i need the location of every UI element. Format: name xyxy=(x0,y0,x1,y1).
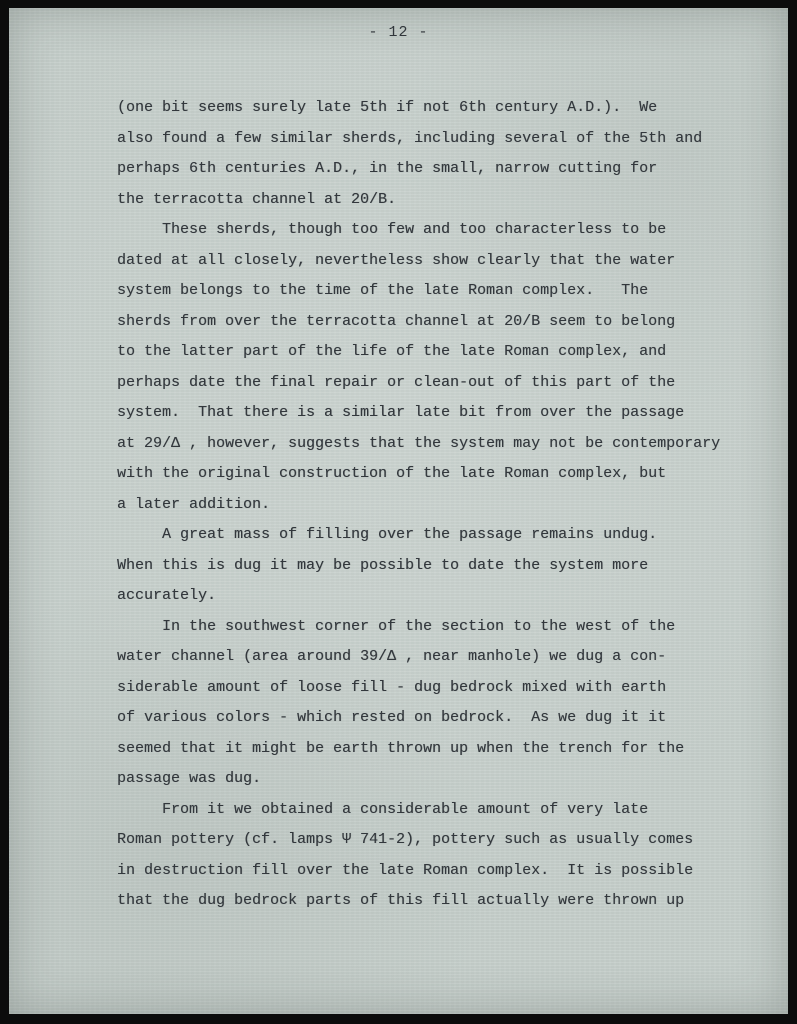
text-line: From it we obtained a considerable amount of very late xyxy=(117,800,649,818)
text-line: When this is dug it may be possible to date the system more xyxy=(117,556,649,574)
page-body xyxy=(117,93,774,917)
text-line: also found a few similar sherds, including several of the 5th and xyxy=(117,129,703,147)
text-line: at 29/Δ , however, suggests that the system may not be contemporary xyxy=(117,434,721,452)
text-line: the terracotta channel at 20/B. xyxy=(117,190,397,208)
text-line: with the original construction of the late Roman complex, but xyxy=(117,465,667,482)
page-number: - 12 - xyxy=(368,24,429,41)
text-line: siderable amount of loose fill - dug bedrock mixed with earth xyxy=(117,678,667,696)
text-line: in destruction fill over the late Roman complex. It is possible xyxy=(117,861,694,879)
text-line: dated at all closely, nevertheless show clearly that the water xyxy=(117,251,676,269)
text-line: seemed that it might be earth thrown up when the trench for the xyxy=(117,739,685,757)
text-line: A great mass of filling over the passage remains undug. xyxy=(117,526,658,543)
text-line: These sherds, though too few and too characterless to be xyxy=(117,221,667,238)
text-line: to the latter part of the life of the late Roman complex, and xyxy=(117,343,667,360)
text-line: sherds from over the terracotta channel at 20/B seem to belong xyxy=(117,312,676,330)
text-line: a later addition. xyxy=(117,495,271,513)
text-line: water channel (area around 39/Δ , near manhole) we dug a con- xyxy=(117,648,667,665)
text-line: In the southwest corner of the section to the west of the xyxy=(117,617,676,635)
text-line: system. That there is a similar late bit from over the passage xyxy=(117,404,685,421)
text-line: perhaps 6th centuries A.D., in the small, narrow cutting for xyxy=(117,160,658,177)
text-line: Roman pottery (cf. lamps Ψ 741-2), pottery such as usually comes xyxy=(117,831,694,848)
text-line: accurately. xyxy=(117,587,217,604)
text-line: system belongs to the time of the late Roman complex. The xyxy=(117,282,649,299)
document-page xyxy=(9,8,788,1014)
text-line: passage was dug. xyxy=(117,770,262,787)
text-line: of various colors - which rested on bedrock. As we dug it it xyxy=(117,709,667,726)
text-line: perhaps date the final repair or clean-out of this part of the xyxy=(117,373,676,391)
text-line: that the dug bedrock parts of this fill actually were thrown up xyxy=(117,892,685,909)
text-line: (one bit seems surely late 5th if not 6th century A.D.). We xyxy=(117,99,658,116)
